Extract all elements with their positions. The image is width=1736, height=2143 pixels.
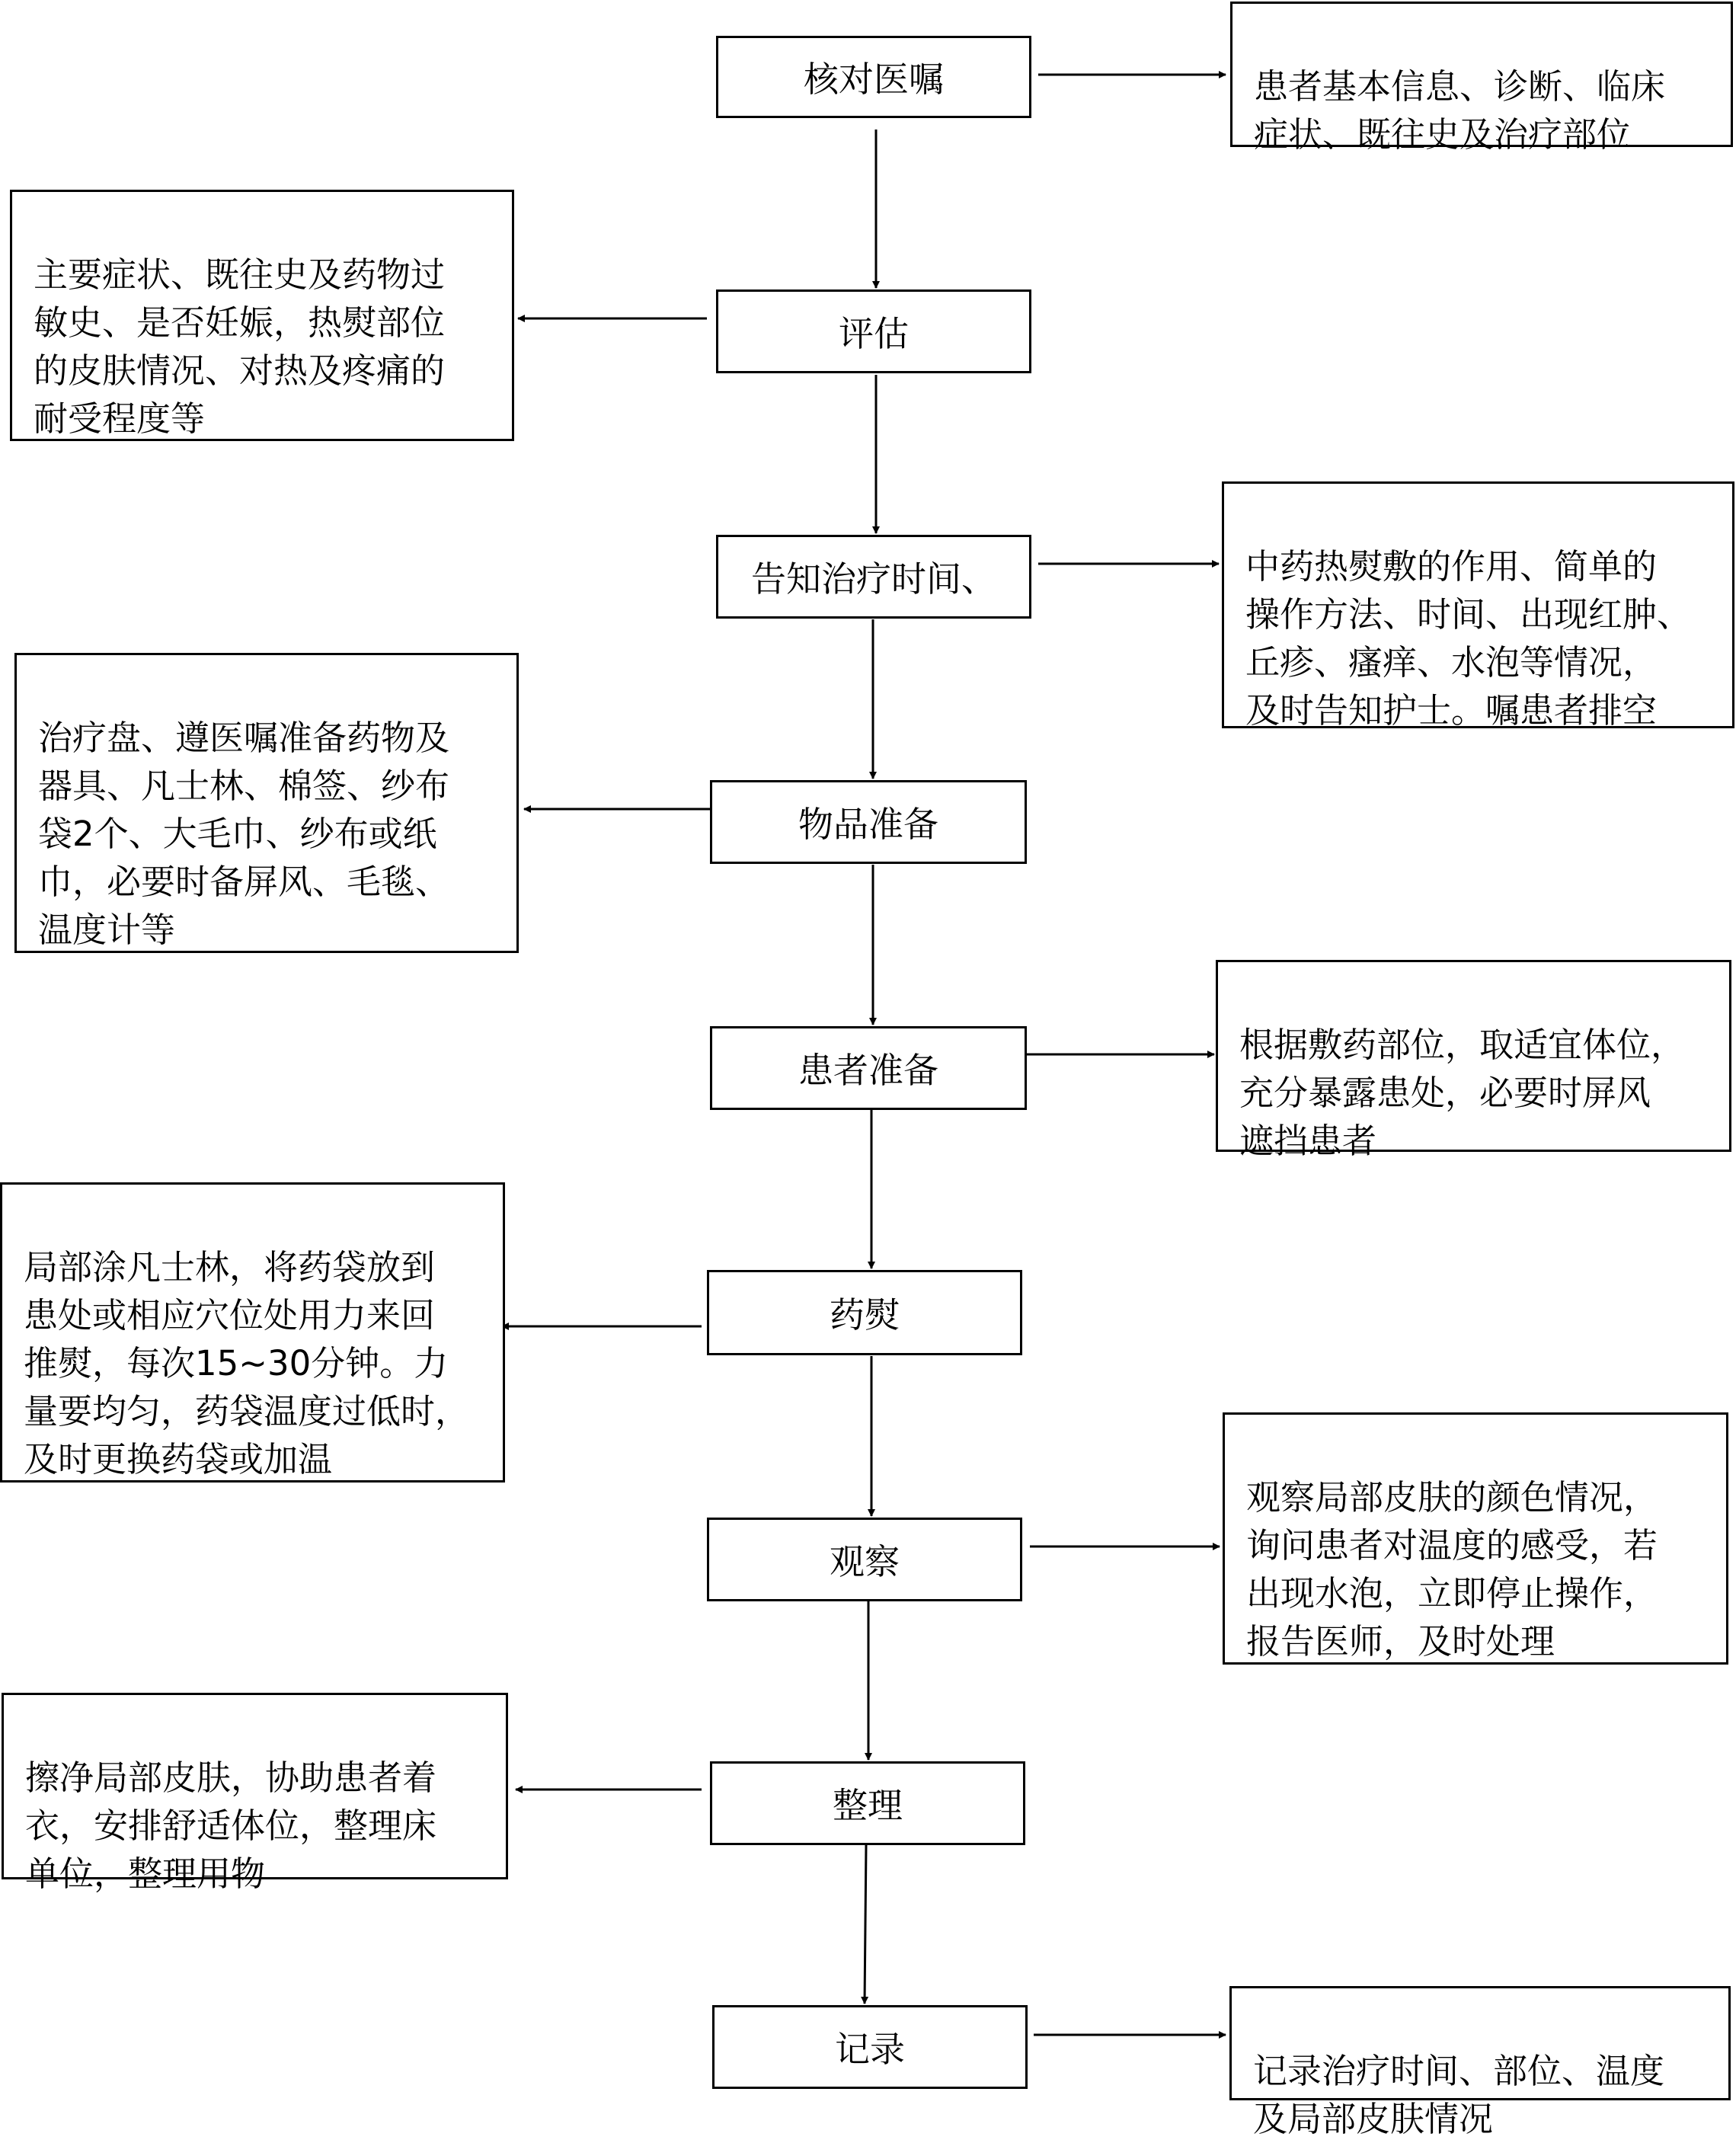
step-label: 整理 xyxy=(833,1785,903,1826)
flow-arrow xyxy=(865,1845,866,2004)
note-verify-orders xyxy=(1230,2,1733,155)
note-text: 根据敷药部位，取适宜体位， 充分暴露患处，必要时屏风 遮挡患者 xyxy=(1239,1025,1686,1161)
step-label: 患者准备 xyxy=(798,1050,938,1091)
note-record xyxy=(1229,1986,1731,2139)
note-text: 患者基本信息、诊断、临床 症状、既往史及治疗部位 xyxy=(1254,66,1666,155)
step-inform xyxy=(716,535,1031,619)
step-label: 核对医嘱 xyxy=(804,59,944,100)
note-patient-prep xyxy=(1216,960,1731,1161)
step-hot-compress xyxy=(707,1270,1022,1355)
note-text: 记录治疗时间、部位、温度 及局部皮肤情况 xyxy=(1253,2051,1665,2139)
note-tidy xyxy=(2,1693,508,1894)
note-assessment xyxy=(10,190,514,441)
step-supplies xyxy=(710,780,1027,864)
step-patient-prep xyxy=(710,1026,1027,1110)
note-text: 主要症状、既往史及药物过 敏史、是否妊娠，热熨部位 的皮肤情况、对热及疼痛的 耐受程度等 xyxy=(34,254,446,439)
step-label: 药熨 xyxy=(830,1294,900,1335)
note-supplies xyxy=(14,653,519,953)
note-text: 观察局部皮肤的颜色情况， 询问患者对温度的感受，若 出现水泡，立即停止操作， 报告医师，及时处理 xyxy=(1246,1477,1658,1662)
note-text: 治疗盘、遵医嘱准备药物及 器具、凡士林、棉签、纱布 袋2个、大毛巾、纱布或纸 巾，必要时备屏风、毛毯、 温度计等 xyxy=(38,718,450,950)
step-verify-orders xyxy=(716,36,1031,118)
note-inform xyxy=(1222,481,1734,731)
note-hot-compress xyxy=(0,1182,505,1483)
note-text: 中药热熨敷的作用、简单的 操作方法、时间、出现红肿、 丘疹、瘙痒、水泡等情况， 及时告知护士。嘱患者排空 xyxy=(1245,546,1692,731)
step-label: 观察 xyxy=(830,1541,900,1582)
note-observe xyxy=(1223,1412,1728,1665)
step-label: 物品准备 xyxy=(798,804,938,845)
step-label: 记录 xyxy=(835,2029,905,2070)
step-assessment xyxy=(716,289,1031,373)
note-text: 擦净局部皮肤，协助患者着 衣，安排舒适体位，整理床 单位，整理用物 xyxy=(25,1758,437,1894)
step-observe xyxy=(707,1518,1022,1601)
step-record xyxy=(712,2005,1028,2089)
step-label: 评估 xyxy=(839,313,909,354)
note-text: 局部涂凡士林，将药袋放到 患处或相应穴位处用力来回 推熨，每次15~30分钟。力 量要均匀，药袋温度过低时， 及时更换药袋或加温 xyxy=(24,1247,470,1479)
step-tidy xyxy=(710,1761,1025,1845)
step-label: 告知治疗时间、 xyxy=(751,558,996,600)
